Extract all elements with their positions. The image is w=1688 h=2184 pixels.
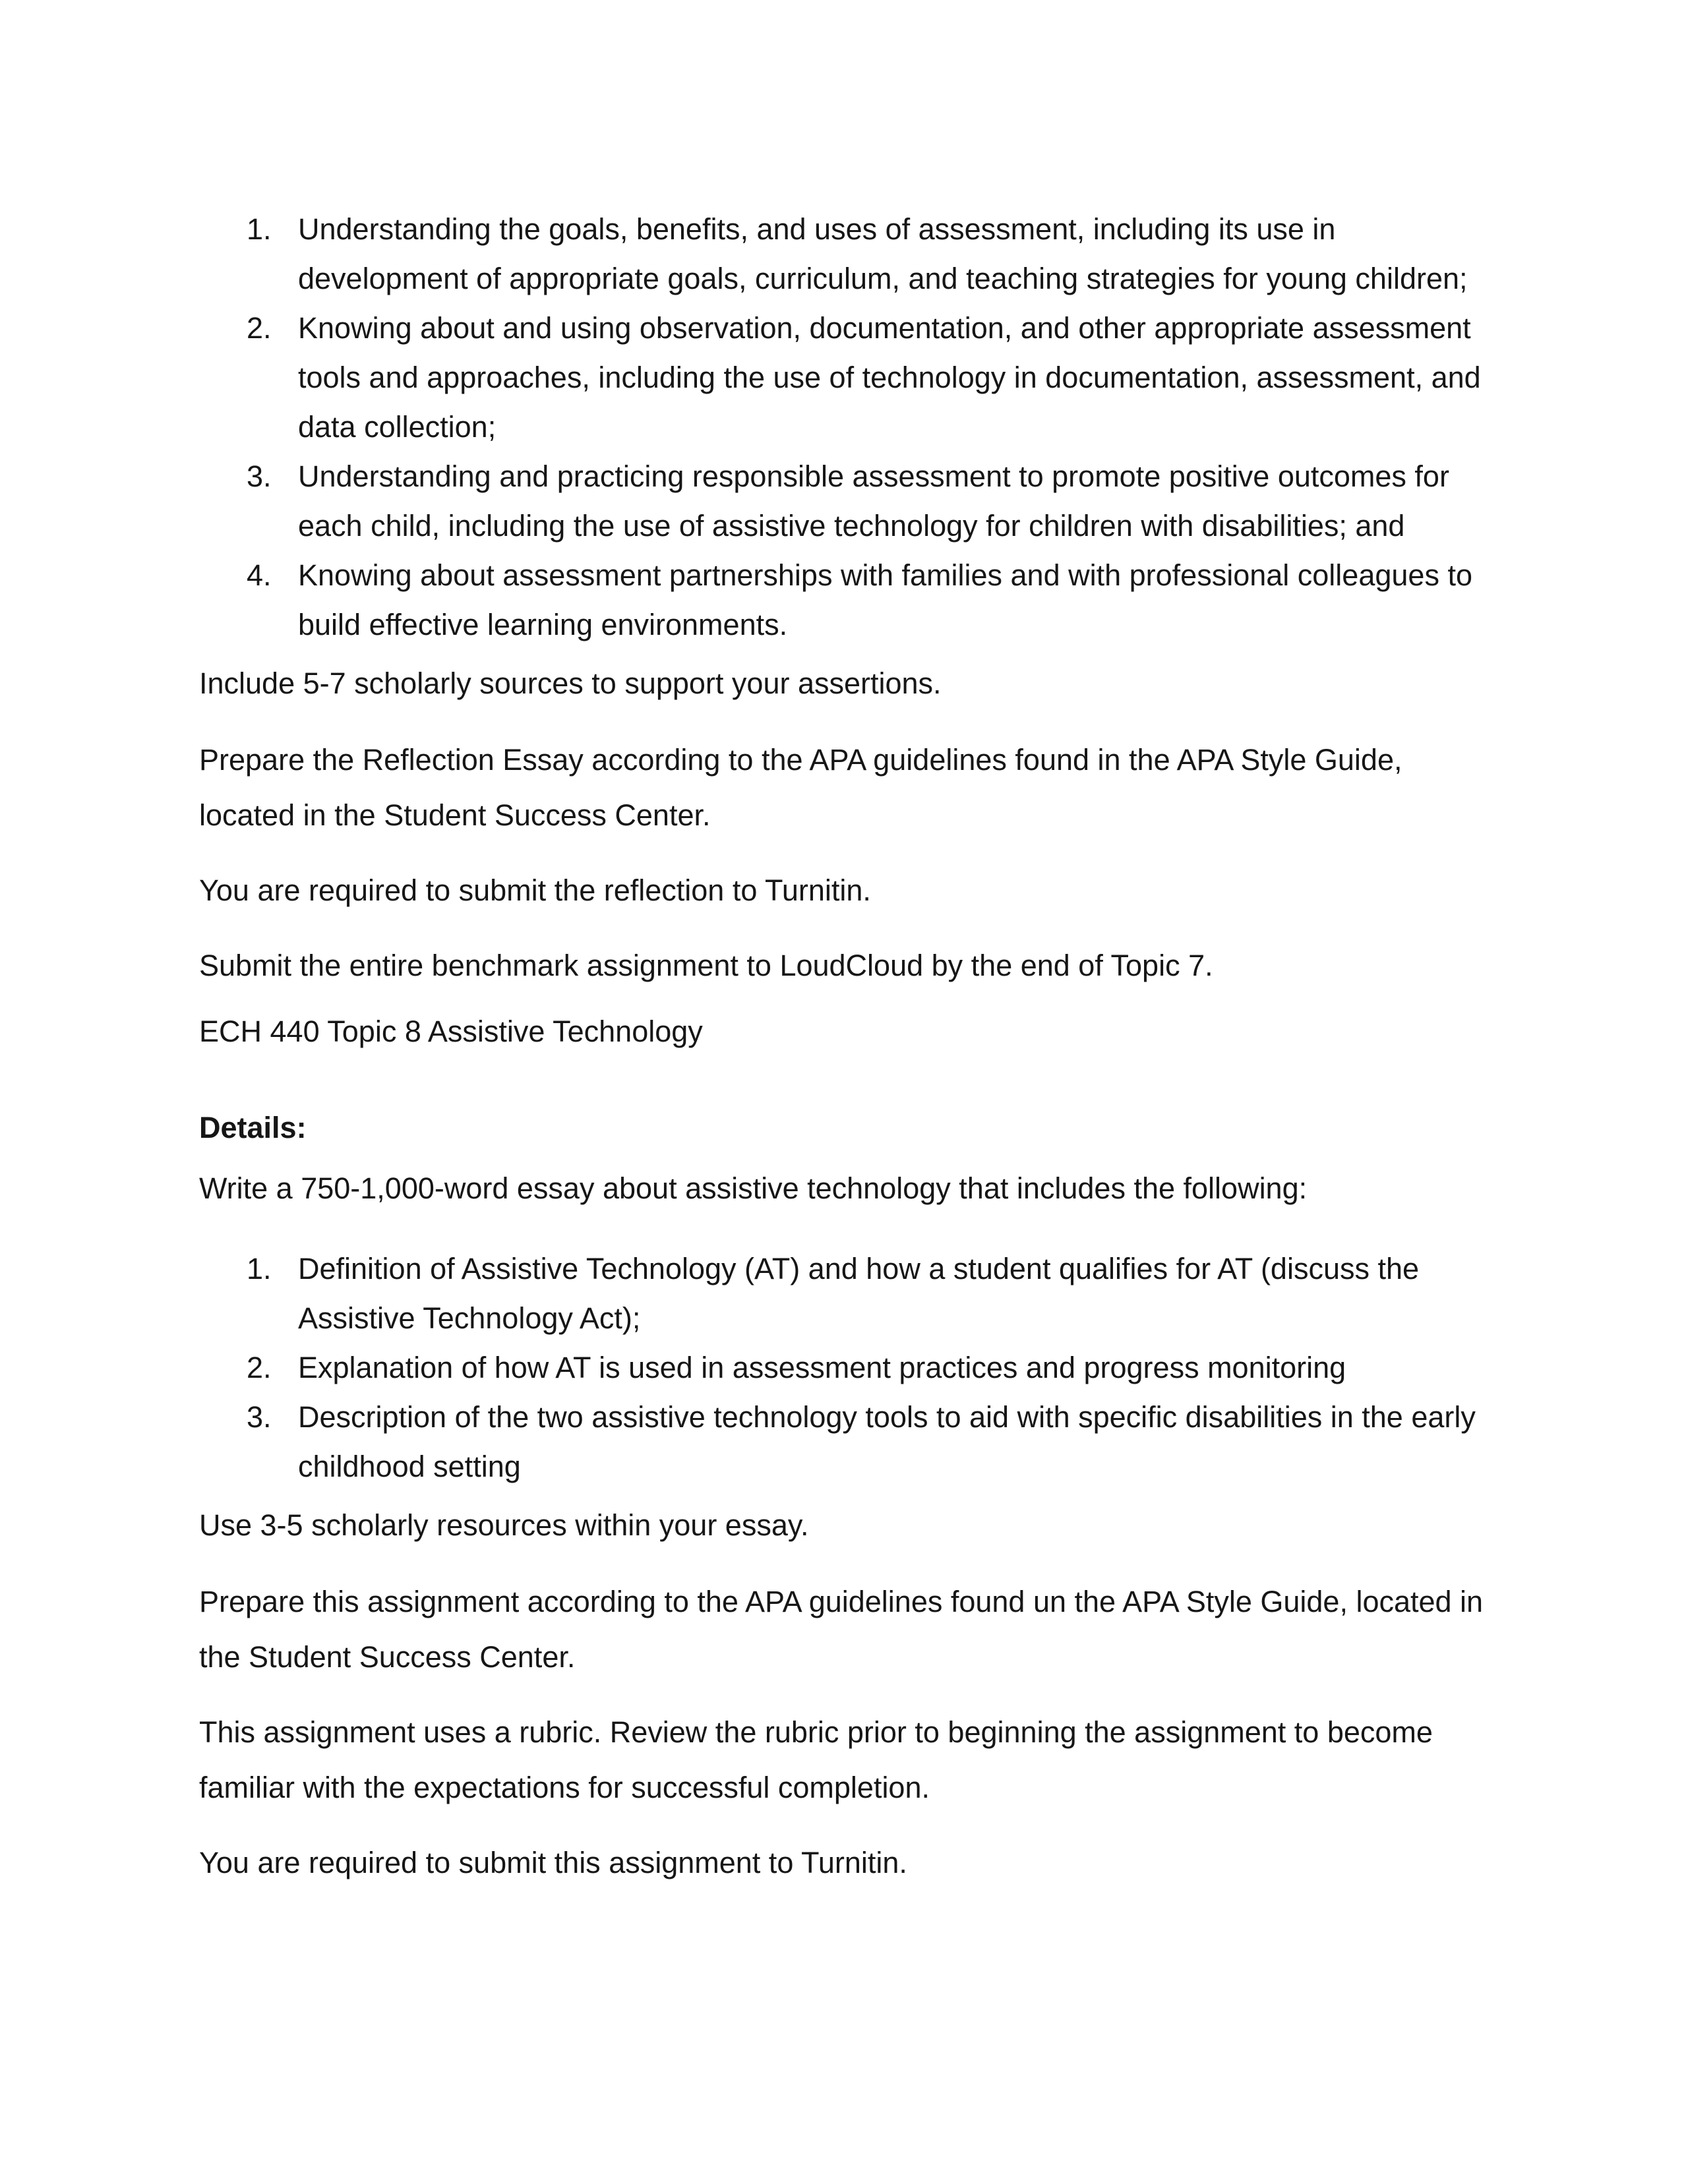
list-item	[199, 204, 1505, 303]
list-item-text: Understanding and practicing responsible assessment to promote positive outcomes for each child, including the use of assistive technology for children with disabilities; and	[298, 459, 1449, 543]
list-item-number: 2.	[247, 1351, 272, 1384]
details-intro: Write a 750-1,000-word essay about assistive technology that includes the following:	[199, 1171, 1308, 1205]
list-item	[199, 1343, 1505, 1392]
list-item-number: 1.	[247, 212, 272, 246]
list-item-number: 3.	[247, 459, 272, 493]
list-item	[199, 1392, 1505, 1491]
apa-paragraph: Prepare the Reflection Essay according to the APA guidelines found in the APA Style Guide, located in the Student Success Center.	[199, 743, 1402, 832]
sources-paragraph: Include 5-7 scholarly sources to support your assertions.	[199, 666, 942, 700]
list-item-number: 1.	[247, 1252, 272, 1285]
list-item-text: Knowing about and using observation, documentation, and other appropriate assessment tools and approaches, including the use of technology in documentation, assessment, and data collection;	[298, 311, 1481, 444]
list-item	[199, 452, 1505, 550]
list-item-text: Description of the two assistive technology tools to aid with specific disabilities in the early childhood setting	[298, 1400, 1476, 1483]
turnitin-paragraph: You are required to submit the reflection to Turnitin.	[199, 873, 871, 907]
list-item-text: Knowing about assessment partnerships with families and with professional colleagues to build effective learning environments.	[298, 558, 1472, 641]
list-item-text: Explanation of how AT is used in assessment practices and progress monitoring	[298, 1351, 1346, 1384]
list-item-number: 2.	[247, 311, 272, 345]
turnitin-paragraph-2: You are required to submit this assignment to Turnitin.	[199, 1846, 907, 1879]
list-item-text: Understanding the goals, benefits, and uses of assessment, including its use in development of appropriate goals, curriculum, and teaching strategies for young children;	[298, 212, 1468, 295]
details-heading: Details:	[199, 1111, 307, 1144]
rubric-paragraph: This assignment uses a rubric. Review the rubric prior to beginning the assignment to become familiar with the expectations for successful completion.	[199, 1715, 1433, 1804]
topic-title: ECH 440 Topic 8 Assistive Technology	[199, 1015, 703, 1048]
submit-paragraph: Submit the entire benchmark assignment to LoudCloud by the end of Topic 7.	[199, 949, 1213, 982]
assessment-standards-list	[199, 204, 1505, 649]
document-content	[199, 204, 1505, 1891]
list-item	[199, 550, 1505, 649]
list-item-number: 4.	[247, 558, 272, 592]
resources-paragraph: Use 3-5 scholarly resources within your essay.	[199, 1508, 809, 1542]
list-item-text: Definition of Assistive Technology (AT) and how a student qualifies for AT (discuss the Assistive Technology Act);	[298, 1252, 1420, 1335]
list-item-number: 3.	[247, 1400, 272, 1434]
list-item	[199, 1244, 1505, 1343]
apa-paragraph-2: Prepare this assignment according to the APA guidelines found un the APA Style Guide, located in the Student Success Center.	[199, 1585, 1484, 1674]
list-item	[199, 303, 1505, 452]
essay-requirements-list	[199, 1244, 1505, 1491]
